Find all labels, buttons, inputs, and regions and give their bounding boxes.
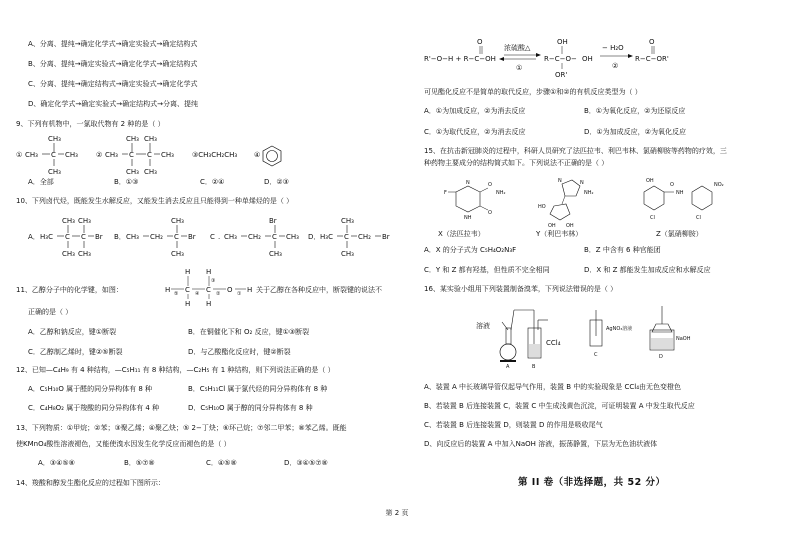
q13-option-d: D．③④⑤⑦⑧	[284, 459, 328, 467]
q11-o: O	[227, 286, 233, 294]
q11-stem-b: 关于乙醇在各种反应中，断裂键的说法不	[256, 286, 382, 294]
q10-c-c: C	[272, 233, 277, 241]
q15-x-o: O	[488, 182, 492, 188]
q9-m1-ch3-right: CH₃	[65, 151, 78, 159]
q14-minus-water: − H₂O	[602, 44, 624, 52]
q12-option-b: B．C₅H₁₁Cl 属于氯代烃的同分异构体有 8 种	[188, 385, 328, 393]
q15-z-label: Z（氯硝柳胺）	[656, 230, 703, 238]
q15-option-b: B．Z 中含有 6 种官能团	[584, 246, 661, 254]
q11-option-d: D．与乙酸酯化反应时，键②断裂	[188, 348, 291, 356]
q14-cond-top: 浓硫酸△	[504, 44, 531, 52]
q14-option-c: C．①为取代反应，②为消去反应	[424, 128, 526, 136]
right-column	[424, 0, 776, 549]
q10-c-label: C	[210, 233, 215, 241]
q10-c-ch3: CH₃	[224, 233, 237, 241]
q10-a-c2: C	[81, 233, 86, 241]
q10-a-label: A．	[28, 233, 40, 241]
q11-option-c: C．乙醇制乙烯时，键②⑤断裂	[28, 348, 123, 356]
q8-option-d: D、确定化学式→确定实验式→确定结构式→分离、提纯	[28, 100, 198, 108]
q10-b-ch2: CH₂	[150, 233, 163, 241]
q16-label-agno3: AgNO₃溶液	[606, 326, 633, 332]
q10-c-ch2: CH₂	[248, 233, 261, 241]
q8-option-a: A、分离、提纯→确定化学式→确定实验式→确定结构式	[28, 40, 198, 48]
q15-z-o: O	[670, 182, 674, 188]
q14-o-1: O	[477, 38, 483, 46]
q14-stem: 14、羧酸和醇发生酯化反应的过程如下图所示：	[16, 479, 165, 487]
q11-c2-h-top: H	[206, 268, 212, 276]
q9-m2-c2: C	[147, 151, 152, 159]
q15-x-n-top: N	[466, 180, 470, 186]
q14-cond-bottom: ①	[516, 64, 523, 72]
q11-bond-1: ①	[237, 291, 242, 297]
q13-stem-b: 使KMnO₄酸性溶液褪色，又能使溴水因发生化学反应而褪色的是（ ）	[16, 440, 231, 448]
q9-m2-ch3-f: CH₃	[161, 151, 174, 159]
q15-y-label: Y（利巴韦林）	[536, 230, 583, 238]
section-title: 第 II 卷（非选择题，共 52 分）	[518, 477, 666, 488]
q15-y-ho: HO	[538, 204, 546, 210]
q9-option-b: B．①③	[114, 178, 139, 186]
q16-label-a: A	[506, 364, 510, 370]
q16-label-naoh: NaOH	[676, 336, 691, 342]
q14-product: R−C−OR'	[635, 55, 669, 63]
q9-m2-ch3-d: CH₃	[144, 135, 157, 143]
q9-stem: 9、下列有机物中，一氯取代物有 2 种的是（ ）	[16, 120, 165, 128]
q8-option-c: C、分离、提纯→确定结构式→确定实验式→确定化学式	[28, 80, 198, 88]
q9-m1-label: ①	[16, 151, 23, 159]
q10-b-c: C	[174, 233, 179, 241]
q11-bond-5: ⑤	[174, 291, 179, 297]
q10-a-br: Br	[95, 233, 103, 241]
q15-option-d: D．X 和 Z 都能发生加成反应和水解反应	[584, 266, 711, 274]
q9-m1-ch3-top: CH₃	[48, 135, 61, 143]
q11-bond-3: ③	[211, 278, 216, 284]
q15-stem-a: 15、在抗击新冠肺炎的过程中，科研人员研究了法匹拉韦、利巴韦林、氯硝柳胺等药物的疗效，三	[424, 147, 727, 155]
q14-mid-r: R−C−O−	[544, 55, 577, 63]
q9-m2-ch3-c: CH₃	[126, 168, 139, 176]
q14-mid-oh2: OH	[582, 55, 593, 63]
benzene-ring-icon	[263, 146, 281, 166]
q15-x-label: X（法匹拉韦）	[438, 230, 485, 238]
q15-option-c: C．Y 和 Z 都有羟基，但性质不完全相同	[424, 266, 550, 274]
q13-stem-a: 13、下列物质：①甲烷；②苯；③聚乙烯；④聚乙炔；⑤ 2−丁炔；⑥环己烷；⑦邻二甲苯；⑧苯乙烯。既能	[16, 424, 347, 432]
q16-option-b: B、若装置 B 后连接装置 C，装置 C 中生成浅黄色沉淀，可证明装置 A 中发生取代反应	[424, 402, 695, 410]
q9-option-c: C．②④	[200, 178, 225, 186]
q9-m1-center-c: C	[51, 151, 56, 159]
q15-z-cl2: Cl	[696, 215, 701, 221]
q16-apparatus-diagram	[478, 300, 718, 370]
q16-label-ccl4: CCl₄	[546, 339, 561, 347]
q10-d-label: D．	[308, 233, 321, 241]
q16-label-c: C	[594, 352, 598, 358]
q9-m3: ③CH₃CH₂CH₃	[192, 151, 238, 159]
q13-option-c: C．④⑤⑧	[206, 459, 237, 467]
q14-o-2: O	[649, 38, 655, 46]
q14-option-b: B．①为氧化反应，②为还原反应	[584, 107, 686, 115]
q11-ethanol-diagram	[16, 266, 396, 306]
q16-stem: 16、某实验小组用下列装置制备溴苯，下列说法错误的是（ ）	[424, 285, 618, 293]
q11-c1: C	[185, 286, 190, 294]
q11-c1-h-bottom: H	[185, 300, 191, 308]
q9-m1-ch3-bottom: CH₃	[48, 168, 61, 176]
q10-a-h3c: H₃C	[40, 233, 53, 241]
q10-a-ch3-b2: CH₃	[78, 250, 91, 258]
q10-a-ch3-t1: CH₃	[62, 217, 75, 225]
q9-m2-label: ②	[96, 151, 103, 159]
q10-d-h3c: H₃C	[320, 233, 333, 241]
q11-bond-4: ④	[195, 291, 200, 297]
q9-m2-ch3-a: CH₃	[105, 151, 118, 159]
q10-d-ch3-t: CH₃	[341, 217, 354, 225]
q15-y-nh2: NH₂	[584, 190, 594, 196]
q11-c2: C	[206, 286, 211, 294]
q9-m1-ch3-left: CH₃	[25, 151, 38, 159]
q15-z-no2: NO₂	[714, 182, 724, 188]
q10-d-br: Br	[382, 233, 390, 241]
q9-molecules	[16, 132, 316, 178]
q12-option-a: A．C₅H₁₀O 属于醛的同分异构体有 8 种	[28, 385, 152, 393]
q11-h-right: H	[247, 286, 253, 294]
q15-y-n2: N	[580, 180, 584, 186]
q10-a-c1: C	[65, 233, 70, 241]
q14-question: 可见酯化反应不是简单的取代反应，步骤①和②的有机反应类型为（ ）	[424, 88, 642, 96]
q11-h-left: H	[165, 286, 171, 294]
q15-structures-diagram	[424, 172, 774, 240]
q12-option-d: D．C₅H₁₀O 属于醇的同分异构体有 8 种	[188, 404, 313, 412]
q15-y-oh1: OH	[548, 223, 556, 229]
q11-option-a: A．乙醇和钠反应，键①断裂	[28, 328, 117, 336]
q15-x-o2: O	[488, 210, 492, 216]
q9-m2-ch3-e: CH₃	[144, 168, 157, 176]
q10-c-br: Br	[269, 217, 277, 225]
q10-a-ch3-b1: CH₃	[62, 250, 75, 258]
q10-a-ch3-t2: CH₃	[78, 217, 91, 225]
q9-m2-ch3-b: CH₃	[126, 135, 139, 143]
q15-y-oh2: OH	[566, 223, 574, 229]
q10-c-ch3-r: CH₃	[286, 233, 299, 241]
q16-label-b: B	[532, 364, 536, 370]
q10-c-dot: .	[218, 233, 221, 241]
q11-option-b: B．在铜催化下和 O₂ 反应，键①③断裂	[188, 328, 310, 336]
q13-option-a: A．③④⑤⑧	[38, 459, 75, 467]
q10-b-label: B．	[114, 233, 126, 241]
q12-option-c: C．C₄H₈O₂ 属于羧酸的同分异构体有 4 种	[28, 404, 160, 412]
q14-mid-or: OR'	[555, 71, 568, 79]
q15-z-nh: NH	[676, 190, 684, 196]
q15-x-nh2: NH₂	[496, 190, 506, 196]
q15-option-a: A．X 的分子式为 C₅H₄O₂N₃F	[424, 246, 517, 254]
q10-d-ch3-b: CH₃	[341, 250, 354, 258]
q16-label-d: D	[659, 354, 663, 360]
q14-option-d: D．①为加成反应，②为氧化反应	[584, 128, 686, 136]
q10-d-ch2: CH₂	[358, 233, 371, 241]
q14-equation	[424, 34, 774, 80]
q16-option-a: A、装置 A 中长玻璃导管仅起导气作用，装置 B 中的实验现象是 CCl₄由无色变橙色	[424, 383, 682, 391]
q15-y-n1: N	[558, 178, 562, 184]
q9-option-d: D．②③	[264, 178, 289, 186]
q10-b-ch3-b: CH₃	[171, 250, 184, 258]
q14-step2: ②	[612, 62, 619, 70]
q10-d-c: C	[344, 233, 349, 241]
q9-m2-c1: C	[129, 151, 134, 159]
page-footer: 第 2 页	[385, 509, 409, 517]
q15-stem-b: 种药物主要成分的结构简式如下。下列说法不正确的是（ ）	[424, 159, 609, 167]
left-column	[16, 0, 400, 549]
q10-c-ch3-b: CH₃	[269, 250, 282, 258]
q15-z-oh: OH	[646, 178, 654, 184]
q14-option-a: A．①为加成反应，②为消去反应	[424, 107, 526, 115]
q10-molecules	[28, 212, 398, 264]
q11-stem-a: 11、乙醇分子中的化学键，如图：	[16, 286, 123, 294]
q14-mid-oh: OH	[557, 38, 568, 46]
q16-option-d: D、向反应后的装置 A 中加入NaOH 溶液，振荡静置，下层为无色油状液体	[424, 440, 658, 448]
q12-stem: 12、已知—C₄H₉ 有 4 种结构，—C₅H₁₁ 有 8 种结构，—C₂H₅ 有 1 种结构，则下列说法正确的是（ ）	[16, 366, 335, 374]
q11-c1-h-top: H	[185, 268, 191, 276]
q16-apparatus	[478, 300, 718, 372]
q10-structures-diagram	[28, 212, 398, 262]
q9-structures-diagram	[16, 132, 316, 176]
q16-option-c: C、若装置 B 后连接装置 D，则装置 D 的作用是吸收尾气	[424, 421, 603, 429]
q9-option-a: A．全部	[28, 178, 54, 186]
q11-header	[16, 266, 396, 308]
q8-option-b: B、分离、提纯→确定实验式→确定化学式→确定结构式	[28, 60, 198, 68]
q9-m4-label: ④	[254, 151, 261, 159]
q11-c2-h-bottom: H	[206, 300, 212, 308]
q11-stem-c: 正确的是（ ）	[28, 308, 73, 316]
q14-eq-left: R'−O−H + R−C−OH	[424, 55, 496, 63]
q10-b-br: Br	[188, 233, 196, 241]
q11-bond-2: ②	[216, 291, 221, 297]
q13-option-b: B．⑤⑦⑧	[124, 459, 155, 467]
q15-x-nh: NH	[464, 215, 472, 221]
q10-stem: 10、下列卤代烃，既能发生水解反应，又能发生消去反应且只能得到一种单烯烃的是（ ）	[16, 197, 294, 205]
q14-esterification-diagram	[424, 34, 774, 78]
q15-z-cl1: Cl	[650, 215, 655, 221]
q15-molecules	[424, 172, 774, 242]
q10-b-ch3: CH₃	[126, 233, 139, 241]
q10-b-ch3-t: CH₃	[171, 217, 184, 225]
q16-label-liquid: 溶液	[476, 322, 490, 330]
q15-x-f: F	[444, 190, 447, 196]
